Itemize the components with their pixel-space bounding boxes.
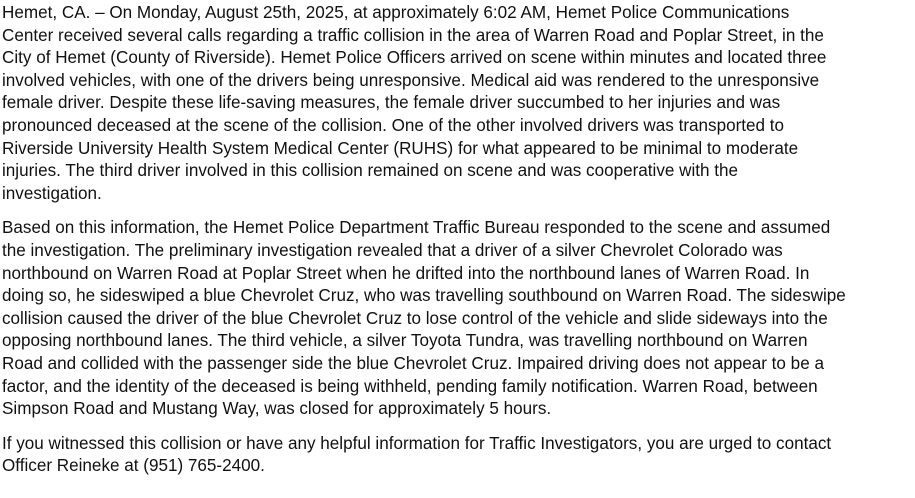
witness-contact-paragraph: If you witnessed this collision or have any helpful information for Traffic Investigators, you are urged to contact Officer Reineke at (951) 765-2400. — [2, 433, 832, 476]
incident-summary-paragraph: Hemet, CA. – On Monday, August 25th, 2025, at approximately 6:02 AM, Hemet Police Communications Center received several calls regarding a traffic collision in the area of Warren Road and Poplar Street, in the City of Hemet (County of Riverside). Hemet Police Officers arrived on scene within minutes and located three involved vehicles, with one of the drivers being unresponsive. Medical aid was rendered to the unresponsive female driver. Despite these life-saving measures, the female driver succumbed to her injuries and was pronounced deceased at the scene of the collision. One of the other involved drivers was transported to Riverside University Health System Medical Center (RUHS) for what appeared to be minimal to moderate injuries. The third driver involved in this collision remained on scene and was cooperative with the investigation. — [2, 3, 827, 203]
investigation-details-paragraph: Based on this information, the Hemet Police Department Traffic Bureau responded to the scene and assumed the investigation. The preliminary investigation revealed that a driver of a silver Chevrolet Colorado was northbound on Warren Road at Poplar Street when he drifted into the northbound lanes of Warren Road. In doing so, he sideswiped a blue Chevrolet Cruz, who was travelling southbound on Warren Road. The sideswipe collision caused the driver of the blue Chevrolet Cruz to lose control of the vehicle and slide sideways into the opposing northbound lanes. The third vehicle, a silver Toyota Tundra, was travelling northbound on Warren Road and collided with the passenger side the blue Chevrolet Cruz. Impaired driving does not appear to be a factor, and the identity of the deceased is being withheld, pending family notification. Warren Road, between Simpson Road and Mustang Way, was closed for approximately 5 hours. — [2, 218, 846, 419]
